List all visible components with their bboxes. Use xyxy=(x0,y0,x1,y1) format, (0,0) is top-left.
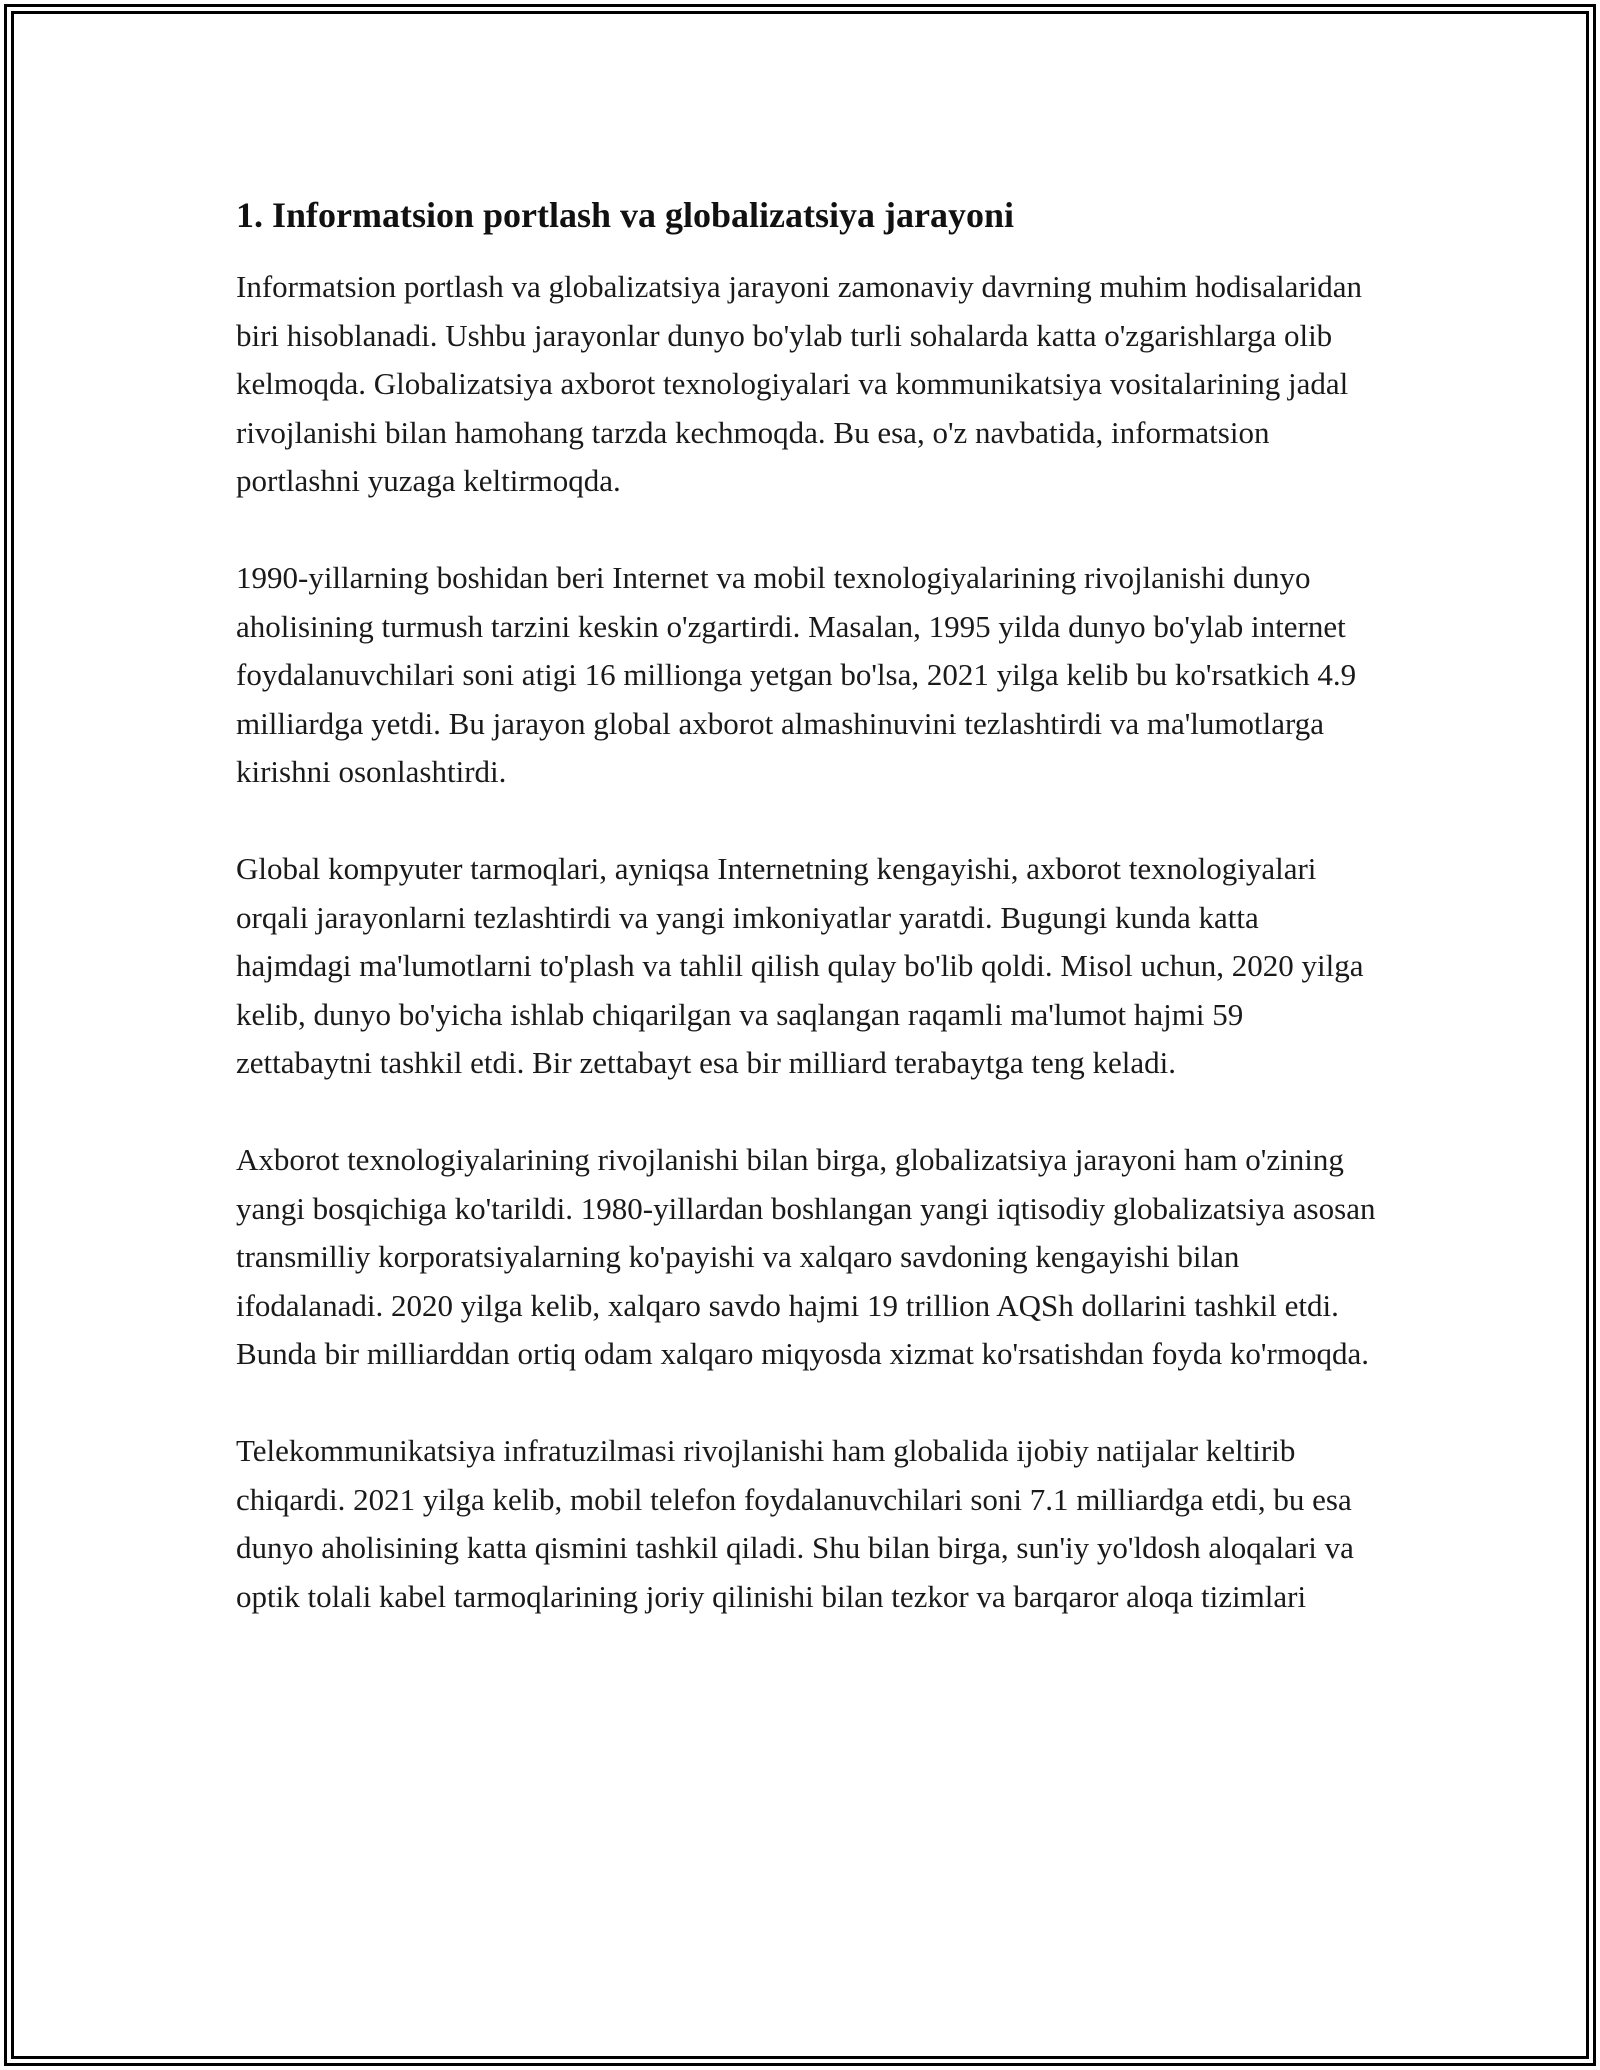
paragraph-2: 1990-yillarning boshidan beri Internet va mobil texnologiyalarining rivojlanishi dunyo aholisining turmush tarzini keskin o'zgartirdi. Masalan, 1995 yilda dunyo bo'ylab internet foydalanuvchilari soni atigi 16 millionga yetgan bo'lsa, 2021 yilga kelib bu ko'rsatkich 4.9 milliardga yetdi. Bu jarayon global axborot almashinuvini tezlashtirdi va ma'lumotlarga kirishni osonlashtirdi. xyxy=(236,560,1357,789)
document-body xyxy=(236,187,1376,1621)
paragraph-4: Axborot texnologiyalarining rivojlanishi bilan birga, globalizatsiya jarayoni ham o'zining yangi bosqichiga ko'tarildi. 1980-yillardan boshlangan yangi iqtisodiy globalizatsiya asosan transmilliy korporatsiyalarning ko'payishi va xalqaro savdoning kengayishi bilan ifodalanadi. 2020 yilga kelib, xalqaro savdo hajmi 19 trillion AQSh dollarini tashkil etdi. Bunda bir milliarddan ortiq odam xalqaro miqyosda xizmat ko'rsatishdan foyda ko'rmoqda. xyxy=(236,1142,1376,1371)
section-heading: 1. Informatsion portlash va globalizatsiya jarayoni xyxy=(236,195,1015,235)
paragraph-1: Informatsion portlash va globalizatsiya jarayoni zamonaviy davrning muhim hodisalaridan biri hisoblanadi. Ushbu jarayonlar dunyo bo'ylab turli sohalarda katta o'zgarishlarga olib kelmoqda. Globalizatsiya axborot texnologiyalari va kommunikatsiya vositalarining jadal rivojlanishi bilan hamohang tarzda kechmoqda. Bu esa, o'z navbatida, informatsion portlashni yuzaga keltirmoqda. xyxy=(236,269,1363,498)
paragraph-5: Telekommunikatsiya infratuzilmasi rivojlanishi ham globalida ijobiy natijalar keltirib chiqardi. 2021 yilga kelib, mobil telefon foydalanuvchilari soni 7.1 milliardga etdi, bu esa dunyo aholisining katta qismini tashkil qiladi. Shu bilan birga, sun'iy yo'ldosh aloqalari va optik tolali kabel tarmoqlarining joriy qilinishi bilan tezkor va barqaror aloqa tizimlari xyxy=(236,1433,1354,1614)
paragraph-3: Global kompyuter tarmoqlari, ayniqsa Internetning kengayishi, axborot texnologiyalari orqali jarayonlarni tezlashtirdi va yangi imkoniyatlar yaratdi. Bugungi kunda katta hajmdagi ma'lumotlarni to'plash va tahlil qilish qulay bo'lib qoldi. Misol uchun, 2020 yilga kelib, dunyo bo'yicha ishlab chiqarilgan va saqlangan raqamli ma'lumot hajmi 59 zettabaytni tashkil etdi. Bir zettabayt esa bir milliard terabaytga teng keladi. xyxy=(236,851,1364,1080)
